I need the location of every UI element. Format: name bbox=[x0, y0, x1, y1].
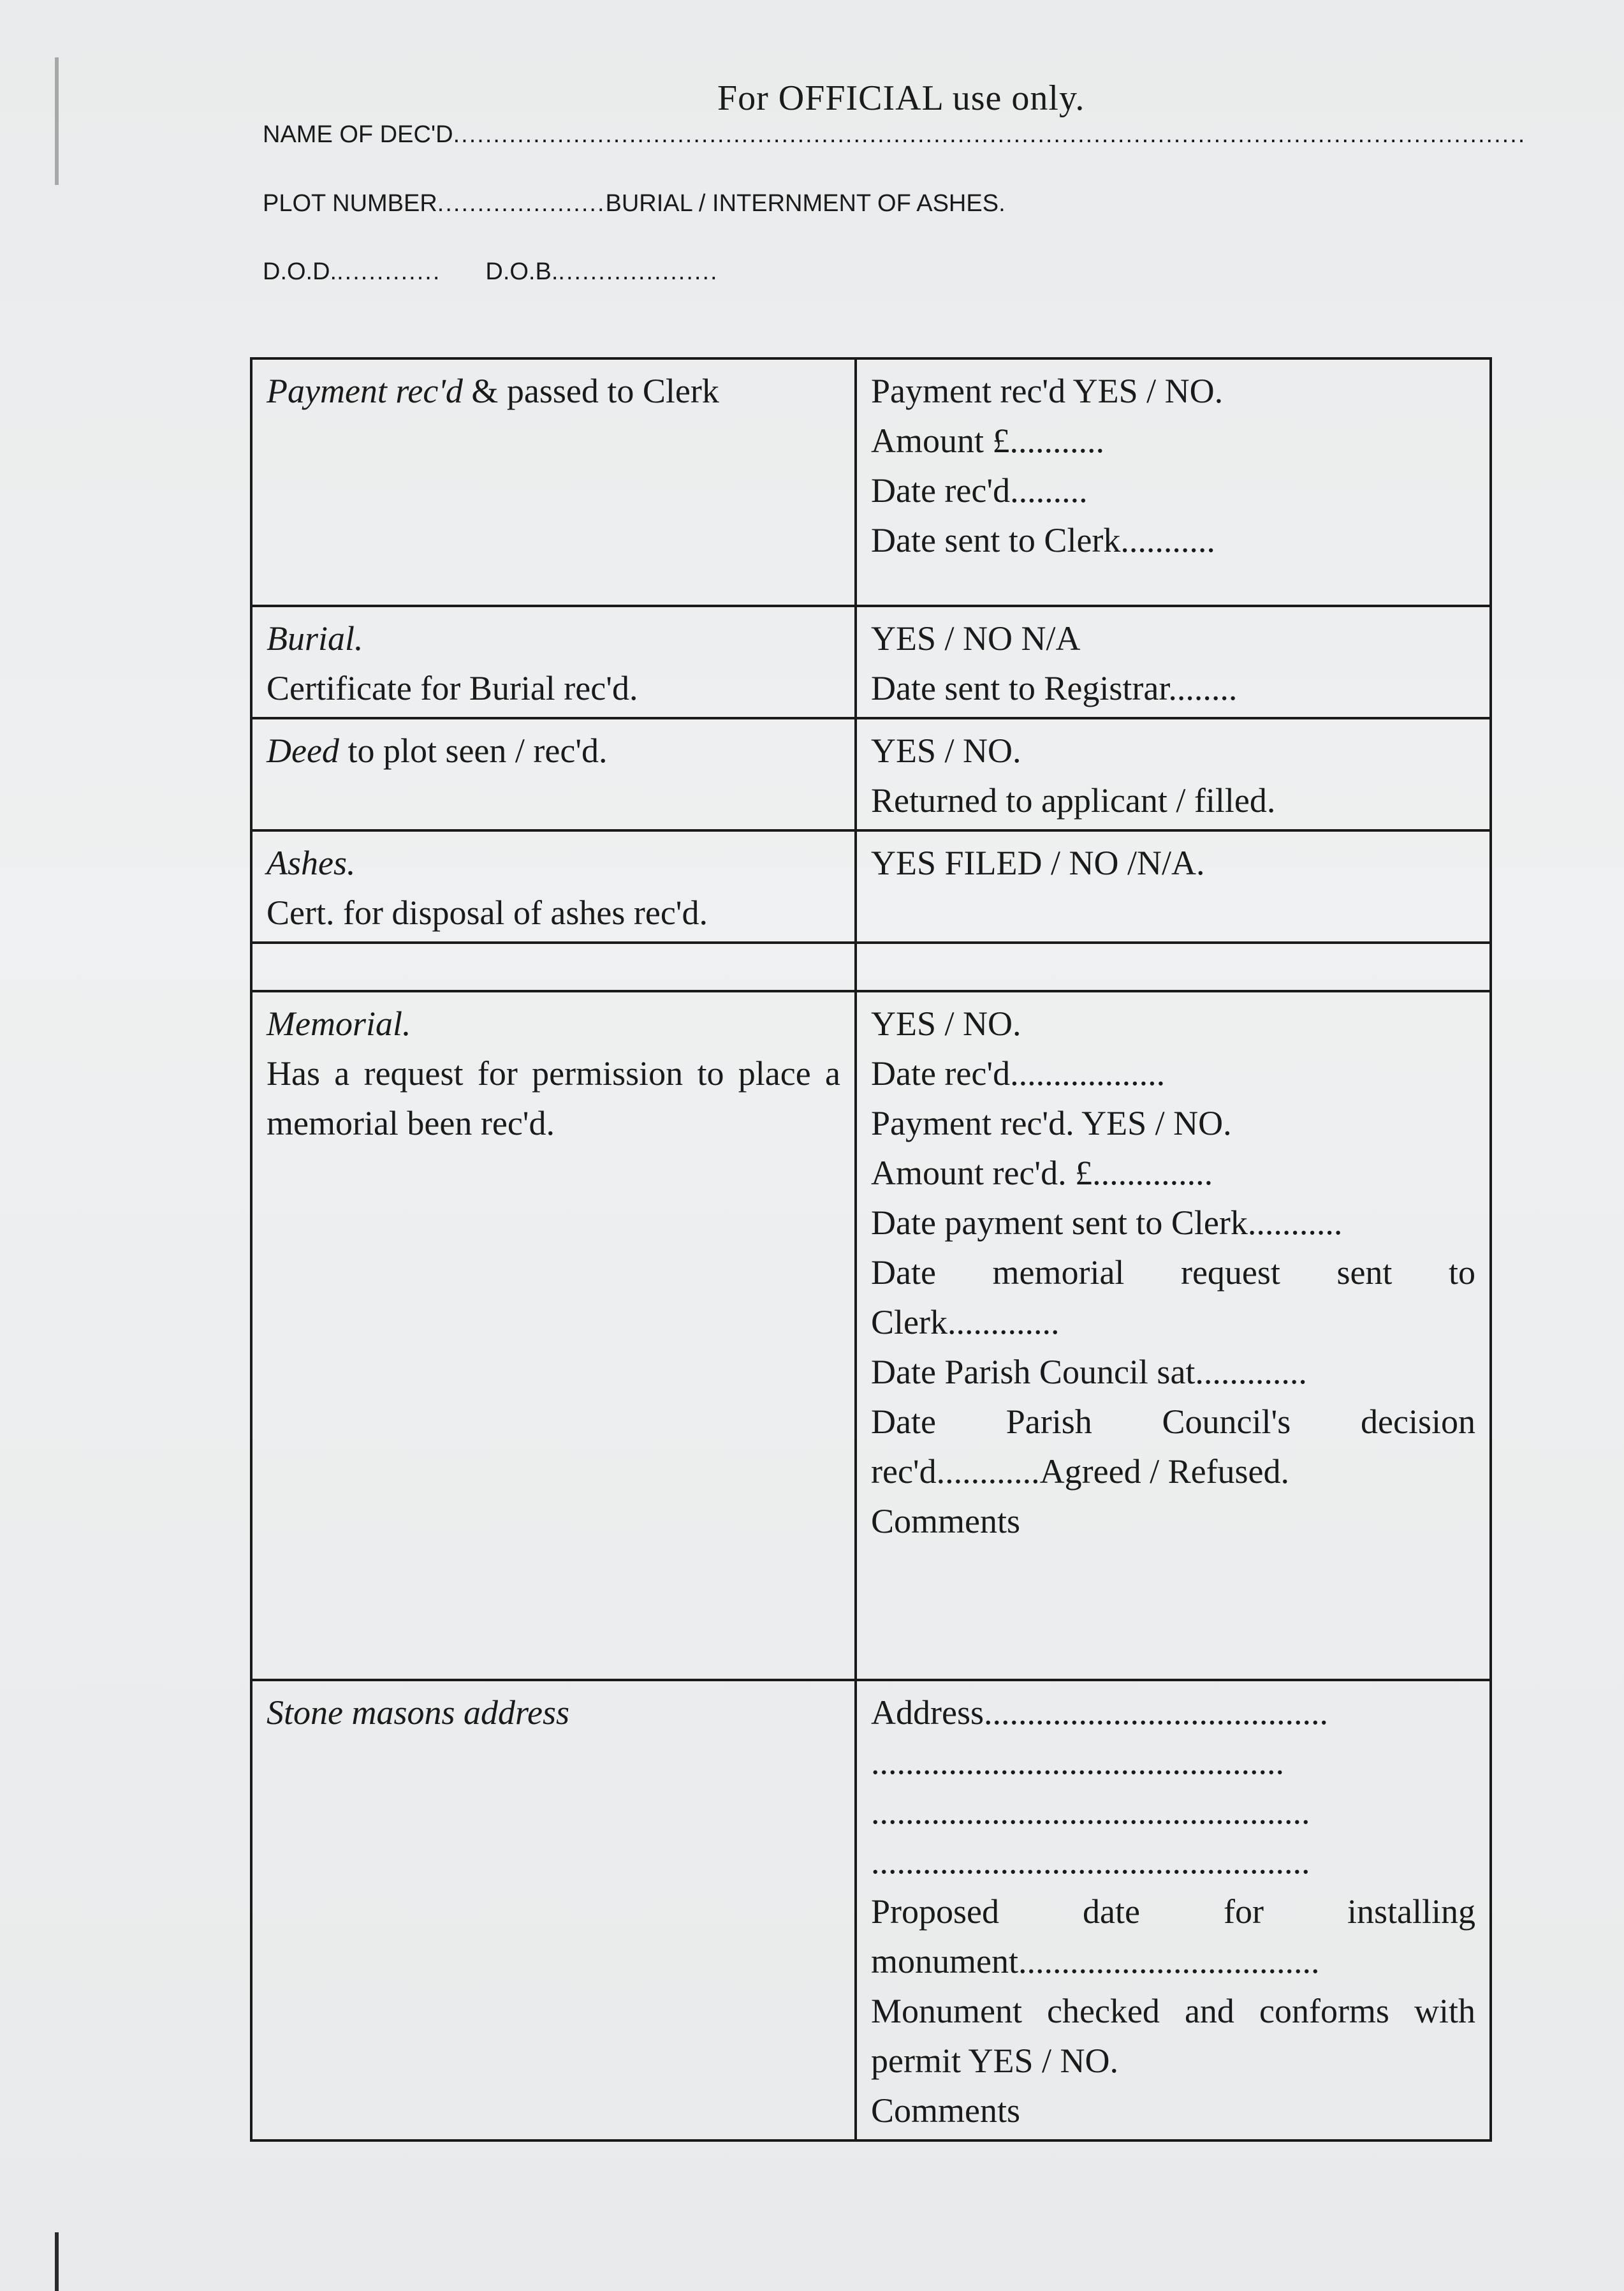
ashes-title: Ashes. bbox=[267, 844, 356, 882]
burial-yes-no-line: YES / NO N/A bbox=[871, 619, 1081, 658]
deed-returned-line: Returned to applicant / filled. bbox=[871, 781, 1276, 820]
mason-address-label: Stone masons address bbox=[267, 1693, 570, 1732]
payment-amount-line: Amount £........... bbox=[871, 422, 1105, 460]
ashes-row bbox=[251, 830, 1491, 943]
memorial-yes-no-line: YES / NO. bbox=[871, 1005, 1021, 1043]
ashes-filed-line: YES FILED / NO /N/A. bbox=[871, 844, 1205, 882]
punch-hole-mark-bottom bbox=[55, 2232, 59, 2291]
deed-left-cell bbox=[251, 718, 856, 830]
deed-label-rest: to plot seen / rec'd. bbox=[339, 732, 608, 770]
monument-conforms-line: Monument checked and conforms with permit YES / NO. bbox=[871, 1992, 1475, 2080]
plot-label: PLOT NUMBER bbox=[263, 190, 437, 217]
ashes-left-cell bbox=[251, 830, 856, 943]
council-sat-line: Date Parish Council sat............. bbox=[871, 1353, 1307, 1391]
memorial-payment-sent-line: Date payment sent to Clerk........... bbox=[871, 1204, 1343, 1242]
council-decision-line: Date Parish Council's decision rec'd............Agreed / Refused. bbox=[871, 1403, 1475, 1491]
plot-dots: ..................... bbox=[437, 190, 606, 217]
memorial-row bbox=[251, 991, 1491, 1680]
name-dots: ...................................................................................................................................... bbox=[453, 121, 1526, 148]
dob-dots: .................... bbox=[558, 258, 719, 285]
payment-left-cell bbox=[251, 358, 856, 606]
mason-address-line-1: Address........................................ bbox=[871, 1693, 1328, 1732]
payment-date-line: Date rec'd......... bbox=[871, 471, 1088, 510]
mason-right-cell bbox=[856, 1680, 1491, 2140]
official-checklist-table bbox=[250, 357, 1492, 2142]
payment-received-line: Payment rec'd YES / NO. bbox=[871, 372, 1224, 410]
plot-number-row bbox=[263, 190, 1006, 217]
name-of-deceased-row bbox=[263, 121, 1526, 149]
memorial-right-cell bbox=[856, 991, 1491, 1680]
dod-dots: ............. bbox=[337, 258, 441, 285]
memorial-left-cell bbox=[251, 991, 856, 1680]
mason-left-cell bbox=[251, 1680, 856, 2140]
burial-title: Burial. bbox=[267, 619, 363, 658]
payment-row bbox=[251, 358, 1491, 606]
name-label: NAME OF DEC'D bbox=[263, 121, 453, 148]
payment-right-cell bbox=[856, 358, 1491, 606]
dates-row bbox=[263, 258, 719, 286]
official-use-heading: For OFFICIAL use only. bbox=[717, 78, 1085, 118]
memorial-request-sent-line: Date memorial request sent to Clerk............. bbox=[871, 1253, 1475, 1341]
burial-right-cell bbox=[856, 606, 1491, 718]
deed-right-cell bbox=[856, 718, 1491, 830]
mason-address-line-3: ................................................... bbox=[871, 1793, 1310, 1831]
deed-yes-no-line: YES / NO. bbox=[871, 732, 1021, 770]
burial-certificate-label: Certificate for Burial rec'd. bbox=[267, 669, 638, 707]
burial-left-cell bbox=[251, 606, 856, 718]
proposed-install-date-line: Proposed date for installing monument................................... bbox=[871, 1892, 1475, 1980]
burial-internment-label: BURIAL / INTERNMENT OF ASHES. bbox=[605, 190, 1006, 217]
memorial-amount-line: Amount rec'd. £.............. bbox=[871, 1154, 1213, 1192]
mason-address-line-4: ................................................... bbox=[871, 1843, 1310, 1881]
payment-label-rest: & passed to Clerk bbox=[462, 372, 719, 410]
ashes-right-cell bbox=[856, 830, 1491, 943]
deed-label-italic: Deed bbox=[267, 732, 339, 770]
memorial-comments-label: Comments bbox=[871, 1502, 1021, 1540]
spacer-right-cell bbox=[856, 943, 1491, 991]
memorial-payment-line: Payment rec'd. YES / NO. bbox=[871, 1104, 1232, 1142]
burial-registrar-line: Date sent to Registrar........ bbox=[871, 669, 1238, 707]
blank-spacer-row bbox=[251, 943, 1491, 991]
dob-label: D.O.B. bbox=[485, 258, 559, 285]
mason-comments-label: Comments bbox=[871, 2091, 1021, 2130]
spacer-left-cell bbox=[251, 943, 856, 991]
memorial-title: Memorial. bbox=[267, 1005, 411, 1043]
deed-row bbox=[251, 718, 1491, 830]
payment-label-italic: Payment rec'd bbox=[267, 372, 463, 410]
dod-label: D.O.D. bbox=[263, 258, 337, 285]
ashes-cert-label: Cert. for disposal of ashes rec'd. bbox=[267, 894, 708, 932]
stone-mason-row bbox=[251, 1680, 1491, 2140]
burial-row bbox=[251, 606, 1491, 718]
mason-address-line-2: ................................................ bbox=[871, 1743, 1284, 1781]
memorial-date-received-line: Date rec'd.................. bbox=[871, 1054, 1166, 1093]
punch-hole-mark-top bbox=[55, 57, 59, 185]
memorial-request-text: Has a request for permission to place a memorial been rec'd. bbox=[267, 1054, 840, 1142]
payment-sent-line: Date sent to Clerk........... bbox=[871, 521, 1215, 559]
